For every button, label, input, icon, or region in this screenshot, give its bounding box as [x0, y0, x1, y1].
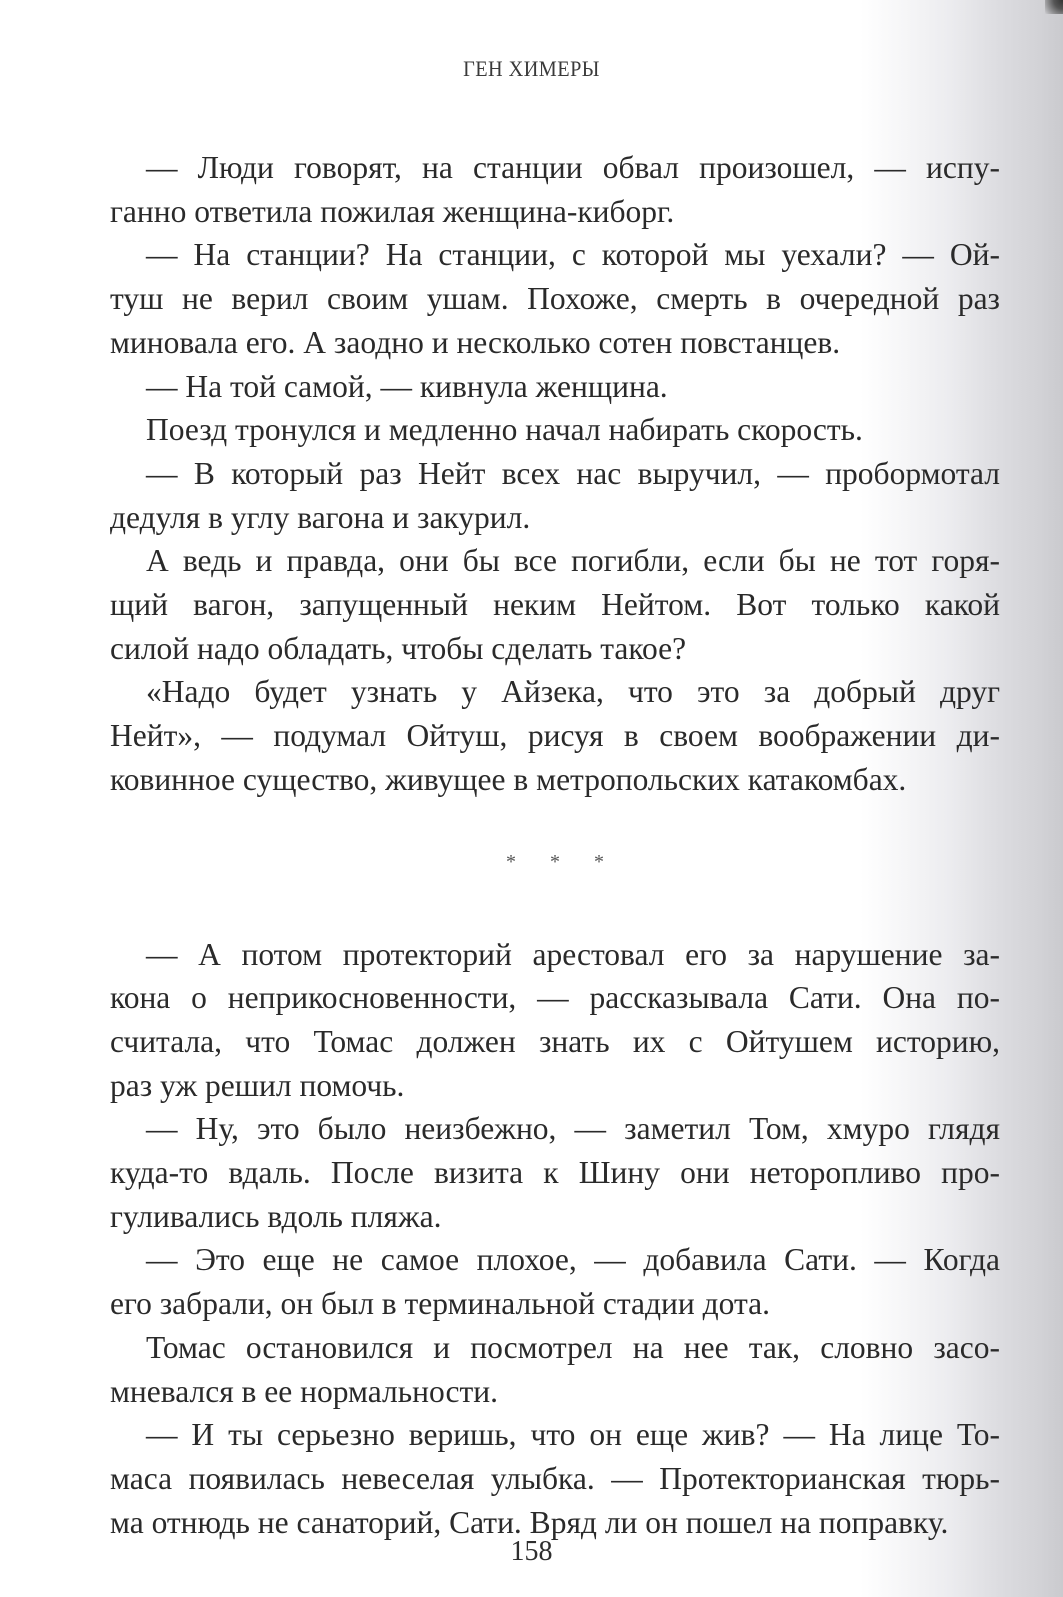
paragraph	[110, 1107, 1000, 1238]
paragraph	[110, 933, 1000, 1108]
section-1	[110, 146, 1000, 802]
text-line: — Это еще не самое плохое, — добавила Сати. — Когда	[146, 1242, 1000, 1278]
text-line: щий вагон, запущенный неким Нейтом. Вот только какой	[110, 587, 1000, 623]
text-line: его забрали, он был в терминальной стадии дота.	[110, 1286, 770, 1322]
text-line: А ведь и правда, они бы все погибли, если бы не тот горя-	[146, 543, 1000, 579]
paragraph	[110, 1326, 1000, 1413]
text-line: Поезд тронулся и медленно начал набирать скорость.	[146, 412, 863, 448]
paragraph	[110, 146, 1000, 233]
text-line: силой надо обладать, чтобы сделать такое?	[110, 630, 687, 666]
separator-asterisk: *	[550, 851, 560, 874]
text-line: Томас остановился и посмотрел на нее так, словно засо-	[146, 1329, 1000, 1365]
text-line: гуливались вдоль пляжа.	[110, 1198, 442, 1234]
paragraph	[110, 452, 1000, 539]
text-line: — В который раз Нейт всех нас выручил, — пробормотал	[146, 455, 1000, 491]
text-line: считала, что Томас должен знать их с Ойтушем историю,	[110, 1023, 1000, 1059]
paragraph	[110, 1238, 1000, 1325]
running-head: ГЕН ХИМЕРЫ	[463, 56, 600, 81]
separator-asterisk: *	[506, 851, 516, 874]
paragraph	[110, 1413, 1000, 1544]
text-line: — На той самой, — кивнула женщина.	[146, 368, 668, 404]
text-line: раз уж решил помочь.	[110, 1067, 405, 1103]
text-line: ковинное существо, живущее в метропольских катакомбах.	[110, 761, 907, 797]
paragraph	[110, 365, 1000, 409]
text-line: — Люди говорят, на станции обвал произошел, — испу-	[146, 150, 1000, 185]
body-text	[110, 146, 1000, 1544]
text-line: — Ну, это было неизбежно, — заметил Том, хмуро глядя	[146, 1111, 1000, 1147]
paragraph	[110, 233, 1000, 364]
scan-corner-shadow	[1045, 0, 1063, 14]
section-2	[110, 933, 1000, 1545]
text-line: куда-то вдаль. После визита к Шину они неторопливо про-	[110, 1155, 1000, 1191]
text-line: — И ты серьезно веришь, что он еще жив? — На лице То-	[146, 1417, 1000, 1453]
text-line: ма отнюдь не санаторий, Сати. Вряд ли он пошел на поправку.	[110, 1504, 949, 1540]
page-number: 158	[510, 1536, 553, 1567]
text-line: туш не верил своим ушам. Похоже, смерть в очередной раз	[110, 281, 1000, 317]
text-line: мневался в ее нормальности.	[110, 1373, 498, 1409]
text-line: Нейт», — подумал Ойтуш, рисуя в своем воображении ди-	[110, 718, 1000, 754]
paragraph	[110, 539, 1000, 670]
section-separator	[110, 798, 1000, 929]
text-line: маса появилась невеселая улыбка. — Протекторианская тюрь-	[110, 1460, 1000, 1496]
text-line: миновала его. А заодно и несколько сотен повстанцев.	[110, 324, 841, 360]
paragraph	[110, 408, 1000, 452]
text-line: дедуля в углу вагона и закурил.	[110, 499, 531, 535]
text-line: «Надо будет узнать у Айзека, что это за добрый друг	[146, 674, 1000, 710]
text-line: — А потом протекторий арестовал его за нарушение за-	[146, 936, 1000, 972]
paragraph	[110, 670, 1000, 801]
separator-asterisk: *	[594, 851, 604, 874]
text-line: — На станции? На станции, с которой мы уехали? — Ой-	[146, 237, 1000, 273]
text-line: кона о неприкосновенности, — рассказывала Сати. Она по-	[110, 980, 1000, 1016]
text-line: ганно ответила пожилая женщина-киборг.	[110, 193, 675, 229]
